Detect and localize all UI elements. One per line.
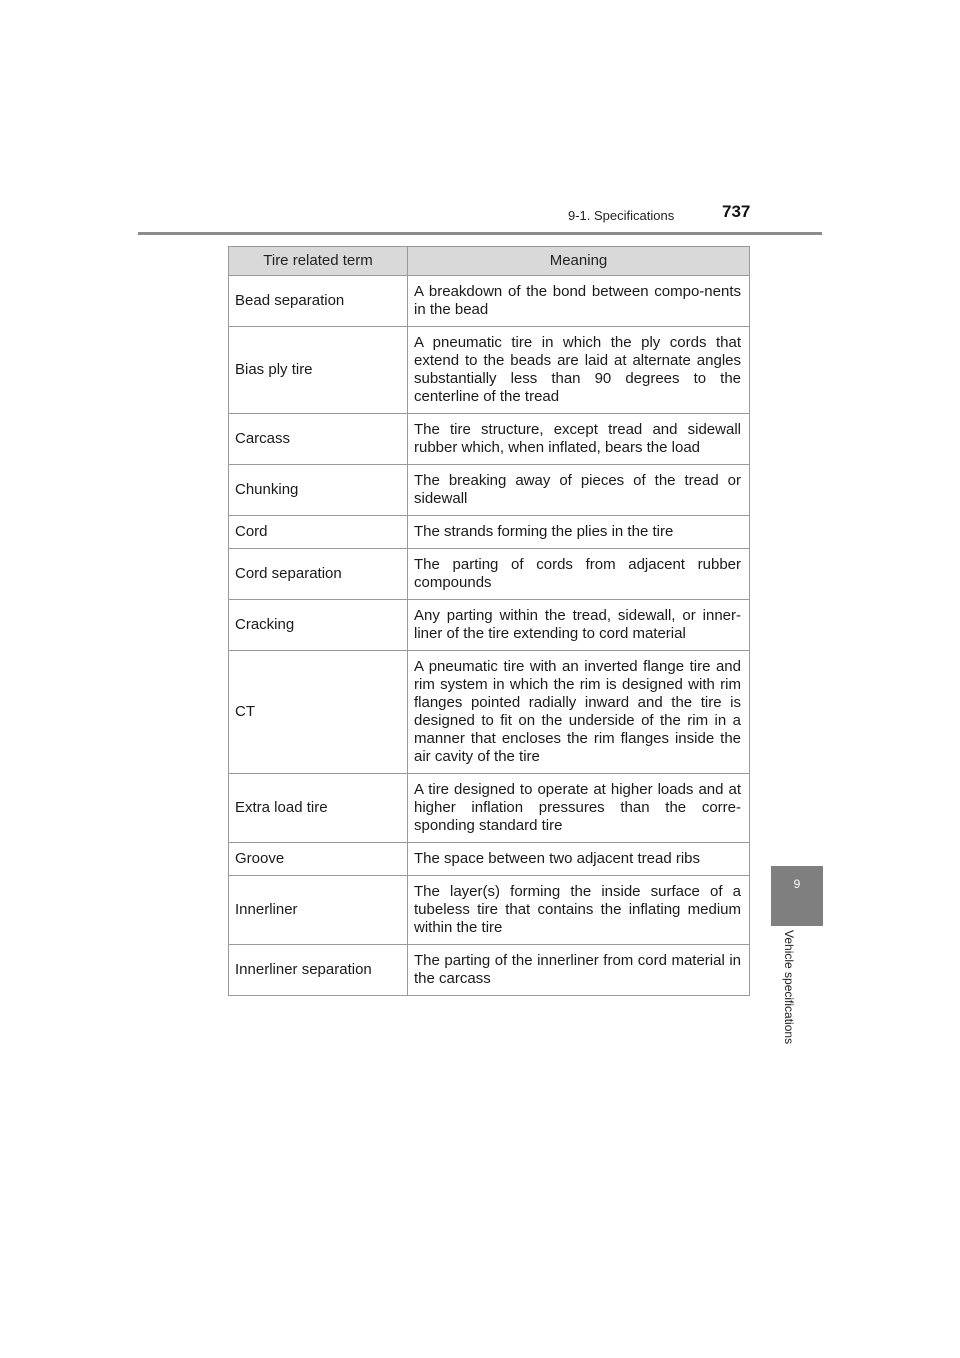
meaning-cell: The parting of the innerliner from cord material in the carcass xyxy=(408,945,750,996)
term-cell: Groove xyxy=(229,843,408,876)
meaning-cell: The layer(s) forming the inside surface of a tubeless tire that contains the inflating medium within the tire xyxy=(408,876,750,945)
table-row xyxy=(229,774,750,843)
column-header-meaning: Meaning xyxy=(408,247,750,276)
term-cell: CT xyxy=(229,651,408,774)
chapter-number: 9 xyxy=(793,877,801,891)
term-cell: Cord separation xyxy=(229,549,408,600)
table-row xyxy=(229,945,750,996)
term-cell: Cord xyxy=(229,516,408,549)
table-row xyxy=(229,651,750,774)
meaning-cell: A pneumatic tire with an inverted flange tire and rim system in which the rim is designed with rim flanges pointed radially inward and the tire is designed to fit on the underside of the rim in a manner that encloses the rim flanges inside the air cavity of the tire xyxy=(408,651,750,774)
meaning-cell: A pneumatic tire in which the ply cords that extend to the beads are laid at alternate angles substantially less than 90 degrees to the centerline of the tread xyxy=(408,327,750,414)
chapter-tab xyxy=(771,866,823,926)
table-row xyxy=(229,843,750,876)
chapter-label: Vehicle specifications xyxy=(782,930,796,1045)
meaning-cell: The space between two adjacent tread ribs xyxy=(408,843,750,876)
term-cell: Bias ply tire xyxy=(229,327,408,414)
section-title: 9-1. Specifications xyxy=(568,208,675,223)
meaning-cell: Any parting within the tread, sidewall, or inner-liner of the tire extending to cord material xyxy=(408,600,750,651)
table-row xyxy=(229,516,750,549)
term-cell: Carcass xyxy=(229,414,408,465)
term-cell: Chunking xyxy=(229,465,408,516)
term-cell: Innerliner separation xyxy=(229,945,408,996)
term-cell: Cracking xyxy=(229,600,408,651)
page-header xyxy=(0,0,960,240)
table-row xyxy=(229,276,750,327)
table-row xyxy=(229,549,750,600)
term-cell: Extra load tire xyxy=(229,774,408,843)
term-cell: Innerliner xyxy=(229,876,408,945)
table-row xyxy=(229,876,750,945)
page-number: 737 xyxy=(722,202,751,221)
table-row xyxy=(229,327,750,414)
meaning-cell: The parting of cords from adjacent rubber compounds xyxy=(408,549,750,600)
meaning-cell: The breaking away of pieces of the tread or sidewall xyxy=(408,465,750,516)
table-header-row xyxy=(229,247,750,276)
table-row xyxy=(229,465,750,516)
table-row xyxy=(229,414,750,465)
meaning-cell: The tire structure, except tread and sidewall rubber which, when inflated, bears the load xyxy=(408,414,750,465)
meaning-cell: The strands forming the plies in the tire xyxy=(408,516,750,549)
tire-terms-table xyxy=(228,246,750,996)
meaning-cell: A breakdown of the bond between compo-nents in the bead xyxy=(408,276,750,327)
meaning-cell: A tire designed to operate at higher loads and at higher inflation pressures than the corre-sponding standard tire xyxy=(408,774,750,843)
table-row xyxy=(229,600,750,651)
header-divider xyxy=(138,232,822,235)
column-header-term: Tire related term xyxy=(229,247,408,276)
term-cell: Bead separation xyxy=(229,276,408,327)
